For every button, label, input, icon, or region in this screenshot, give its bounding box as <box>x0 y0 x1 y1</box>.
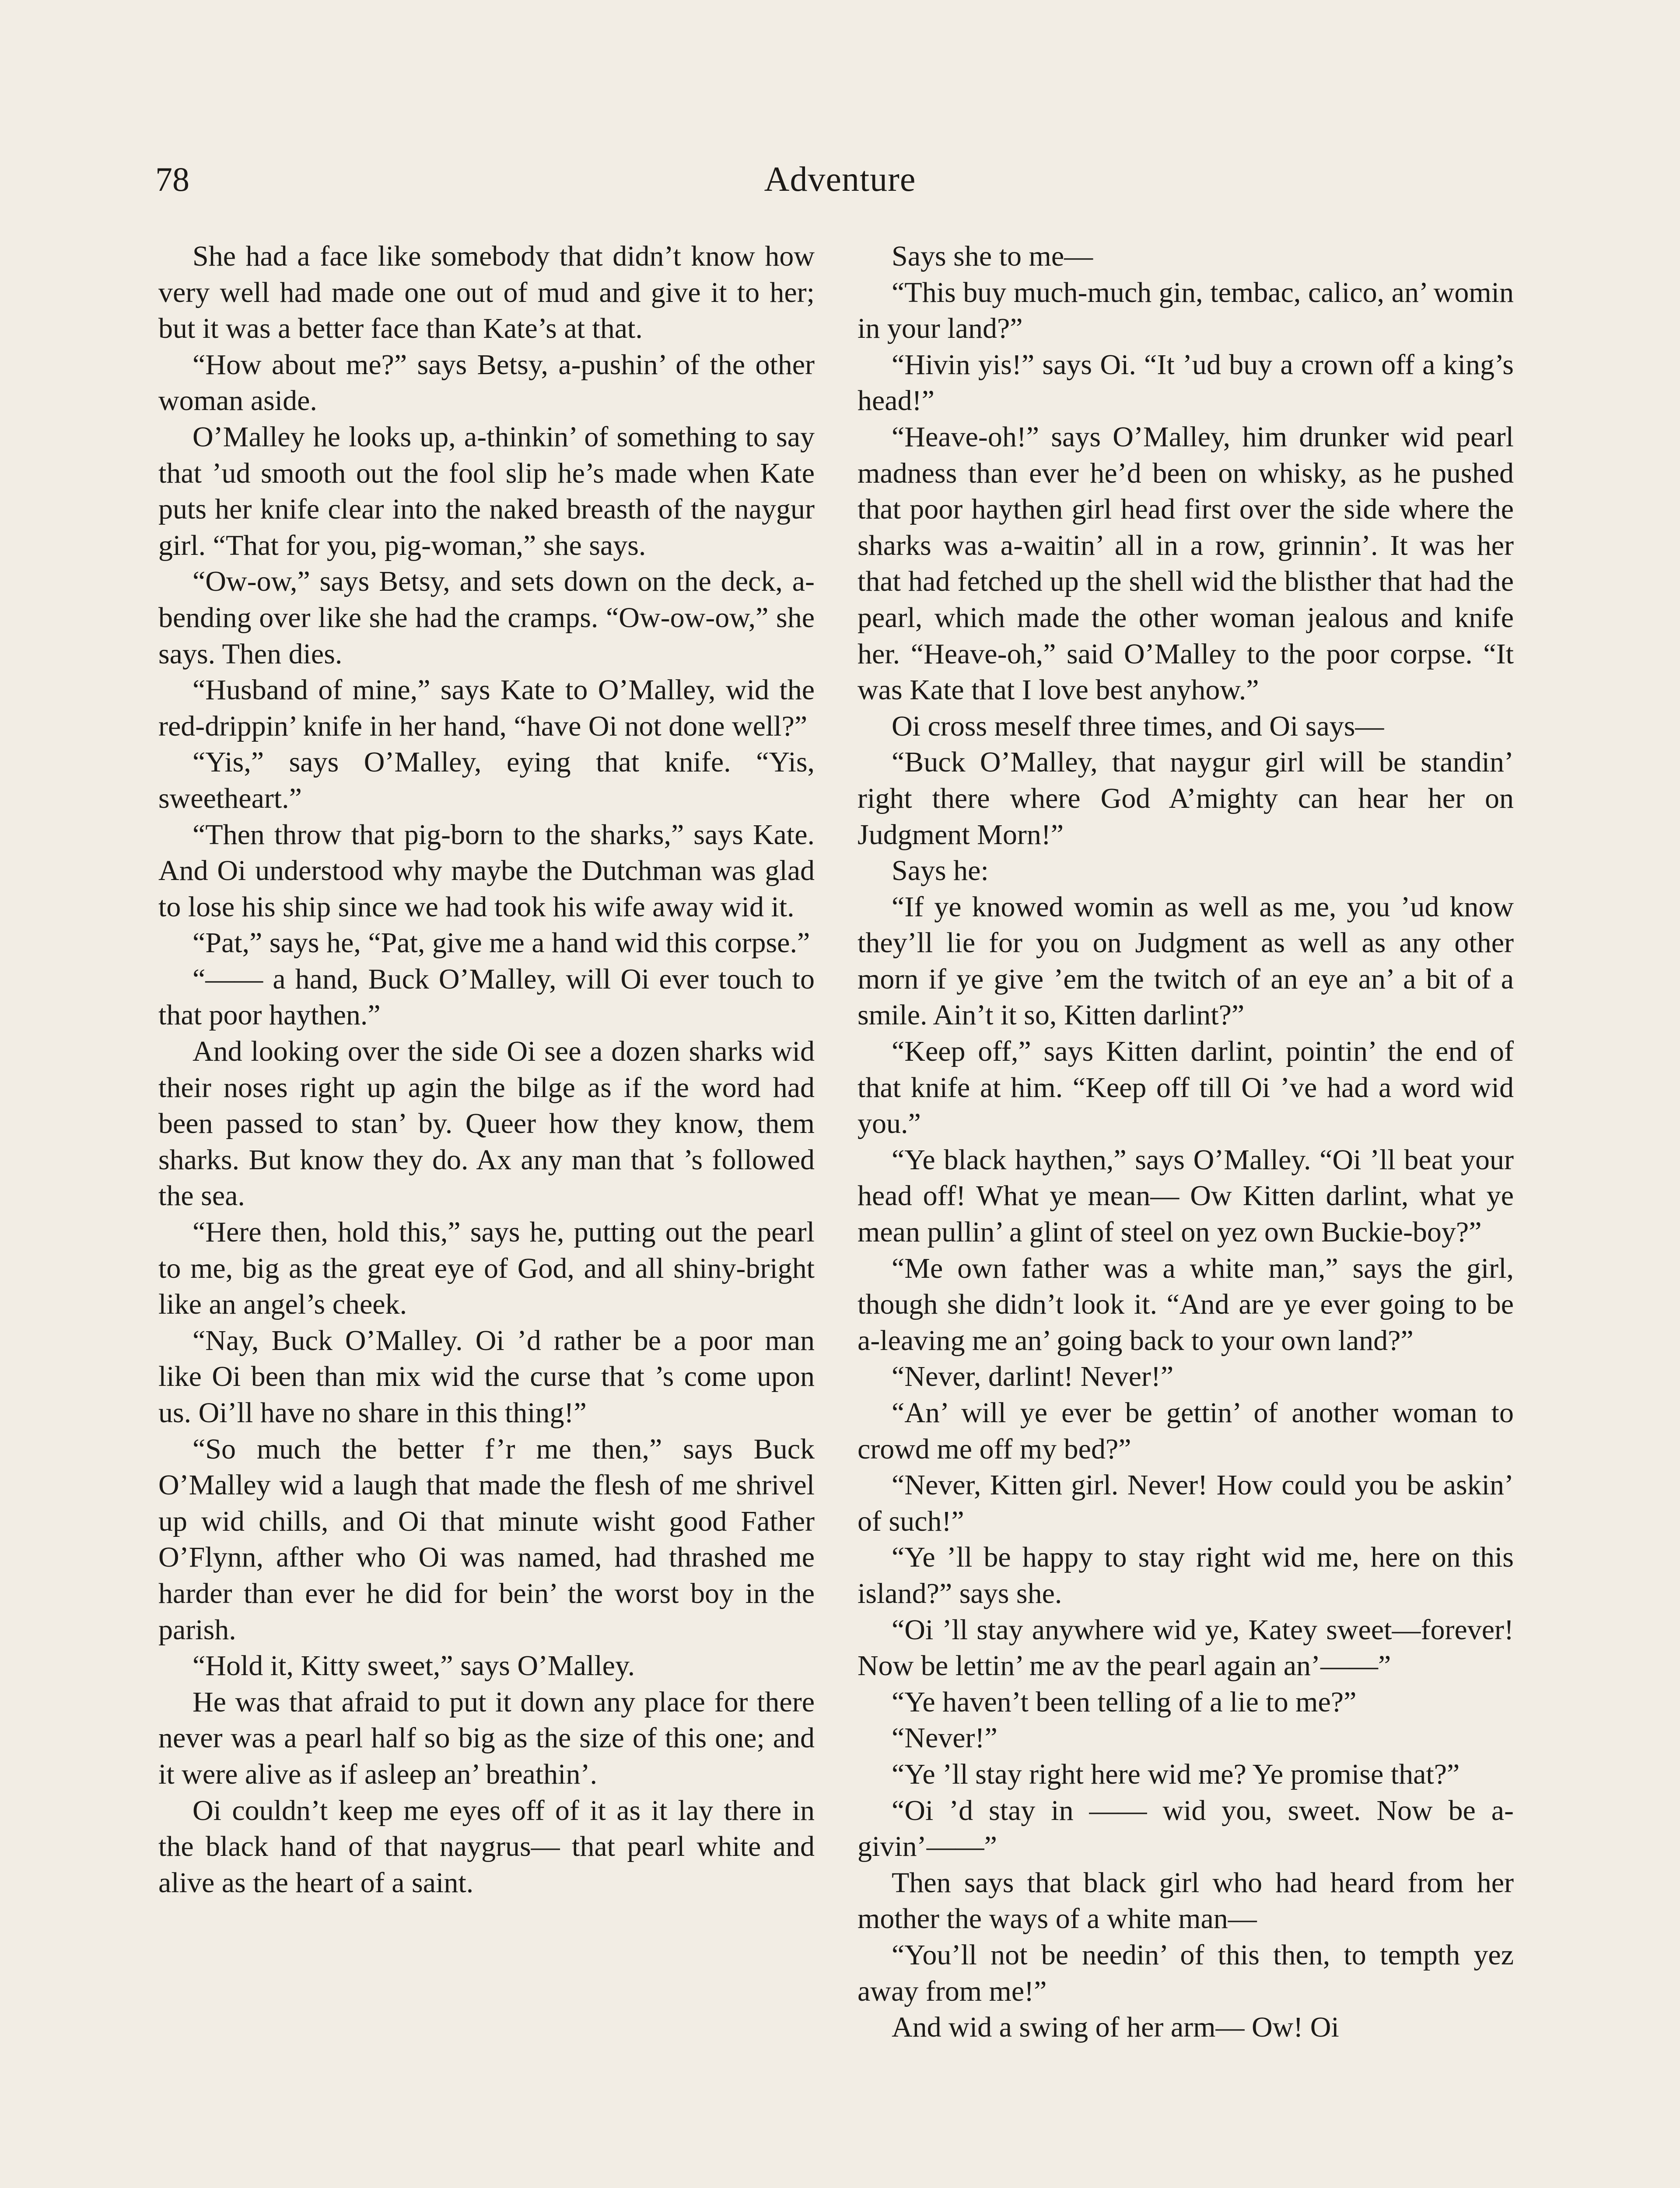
paragraph: Says he: <box>892 855 989 887</box>
page-number: 78 <box>155 160 189 198</box>
paragraph: “Ye haven’t been telling of a lie to me?” <box>892 1686 1357 1718</box>
paragraph: “Heave-oh!” says O’Malley, him drunker wid pearl madness than ever he’d been on whisky, as he pushed that poor haythen girl head first over the side where the sharks was a-waitin’ all in a row, grinnin’. It was her that had fetched up the shell wid the blisther that had the pearl, which made the other woman jealous and knife her. “Heave-oh,” said O’Malley to the poor corpse. “It was Kate that I love best anyhow.” <box>858 421 1514 706</box>
paragraph: “Oi ’ll stay anywhere wid ye, Katey sweet—forever! Now be lettin’ me av the pearl again an’——” <box>858 1613 1514 1682</box>
paragraph: “Hivin yis!” says Oi. “It ’ud buy a crown off a king’s head!” <box>858 348 1514 417</box>
paragraph: And looking over the side Oi see a dozen sharks wid their noses right up agin the bilge as if the word had been passed to stan’ by. Queer how they know, them sharks. But know they do. Ax any man that ’s followed the sea. <box>158 1035 815 1212</box>
paragraph: And wid a swing of her arm— Ow! Oi <box>892 2011 1339 2044</box>
paragraph: “Ye ’ll stay right here wid me? Ye promise that?” <box>892 1758 1460 1790</box>
paragraph: “Ye ’ll be happy to stay right wid me, here on this island?” says she. <box>858 1541 1514 1609</box>
paragraph: “Then throw that pig-born to the sharks,” says Kate. And Oi understood why maybe the Dutchman was glad to lose his ship since we had took his wife away wid it. <box>158 818 815 923</box>
paragraph: Oi cross meself three times, and Oi says— <box>892 710 1384 742</box>
paragraph: “Me own father was a white man,” says the girl, though she didn’t look it. “And are ye ever going to be a-leaving me an’ going back to your own land?” <box>858 1252 1514 1357</box>
paragraph: “Nay, Buck O’Malley. Oi ’d rather be a poor man like Oi been than mix wid the curse that ’s come upon us. Oi’ll have no share in this thing!” <box>158 1324 815 1429</box>
paragraph: “Buck O’Malley, that naygur girl will be standin’ right there where God A’mighty can hear her on Judgment Morn!” <box>858 746 1514 851</box>
left-column <box>158 238 815 1901</box>
paragraph: Says she to me— <box>892 240 1093 272</box>
paragraph: O’Malley he looks up, a-thinkin’ of something to say that ’ud smooth out the fool slip he’s made when Kate puts her knife clear into the naked breasth of the naygur girl. “That for you, pig-woman,” she says. <box>158 421 815 561</box>
paragraph: Then says that black girl who had heard from her mother the ways of a white man— <box>858 1866 1514 1935</box>
running-title: Adventure <box>764 160 916 199</box>
paragraph: “Keep off,” says Kitten darlint, pointin’ the end of that knife at him. “Keep off till Oi ’ve had a word wid you.” <box>858 1035 1514 1140</box>
paragraph: “Ow-ow,” says Betsy, and sets down on the deck, a-bending over like she had the cramps. “Ow-ow-ow,” she says. Then dies. <box>158 565 815 670</box>
paragraph: “Husband of mine,” says Kate to O’Malley, wid the red-drippin’ knife in her hand, “have Oi not done well?” <box>158 674 815 742</box>
paragraph: “An’ will ye ever be gettin’ of another woman to crowd me off my bed?” <box>858 1397 1514 1465</box>
paragraph: “Ye black haythen,” says O’Malley. “Oi ’ll beat your head off! What ye mean— Ow Kitten darlint, what ye mean pullin’ a glint of steel on yez own Buckie-boy?” <box>858 1143 1514 1248</box>
paragraph: Oi couldn’t keep me eyes off of it as it lay there in the black hand of that naygrus— that pearl white and alive as the heart of a saint. <box>158 1794 815 1899</box>
paragraph: “Hold it, Kitty sweet,” says O’Malley. <box>192 1650 635 1682</box>
paragraph: “—— a hand, Buck O’Malley, will Oi ever touch to that poor haythen.” <box>158 963 815 1031</box>
paragraph: “If ye knowed womin as well as me, you ’ud know they’ll lie for you on Judgment as well as any other morn if ye give ’em the twitch of an eye an’ a bit of a smile. Ain’t it so, Kitten darlint?” <box>858 891 1514 1031</box>
paragraph: “Yis,” says O’Malley, eying that knife. “Yis, sweetheart.” <box>158 746 815 814</box>
paragraph: “Pat,” says he, “Pat, give me a hand wid this corpse.” <box>192 927 810 959</box>
paragraph: She had a face like somebody that didn’t know how very well had made one out of mud and give it to her; but it was a better face than Kate’s at that. <box>158 240 815 345</box>
paragraph: “Never, darlint! Never!” <box>892 1360 1174 1393</box>
right-column <box>858 238 1514 2046</box>
paragraph: “This buy much-much gin, tembac, calico, an’ womin in your land?” <box>858 276 1514 345</box>
paragraph: “Here then, hold this,” says he, putting out the pearl to me, big as the great eye of God, and all shiny-bright like an angel’s cheek. <box>158 1216 815 1321</box>
paragraph: “Never, Kitten girl. Never! How could you be askin’ of such!” <box>858 1469 1514 1537</box>
paragraph: “Never!” <box>892 1722 998 1754</box>
paragraph: He was that afraid to put it down any place for there never was a pearl half so big as the size of this one; and it were alive as if asleep an’ breathin’. <box>158 1686 815 1790</box>
paragraph: “So much the better f’r me then,” says Buck O’Malley wid a laugh that made the flesh of me shrivel up wid chills, and Oi that minute wisht good Father O’Flynn, afther who Oi was named, had thrashed me harder than ever he did for bein’ the worst boy in the parish. <box>158 1433 815 1646</box>
paragraph: “How about me?” says Betsy, a-pushin’ of the other woman aside. <box>158 348 815 417</box>
paragraph: “Oi ’d stay in —— wid you, sweet. Now be a-givin’——” <box>858 1794 1514 1863</box>
page-header <box>155 153 1525 206</box>
paragraph: “You’ll not be needin’ of this then, to tempth yez away from me!” <box>858 1939 1514 2007</box>
